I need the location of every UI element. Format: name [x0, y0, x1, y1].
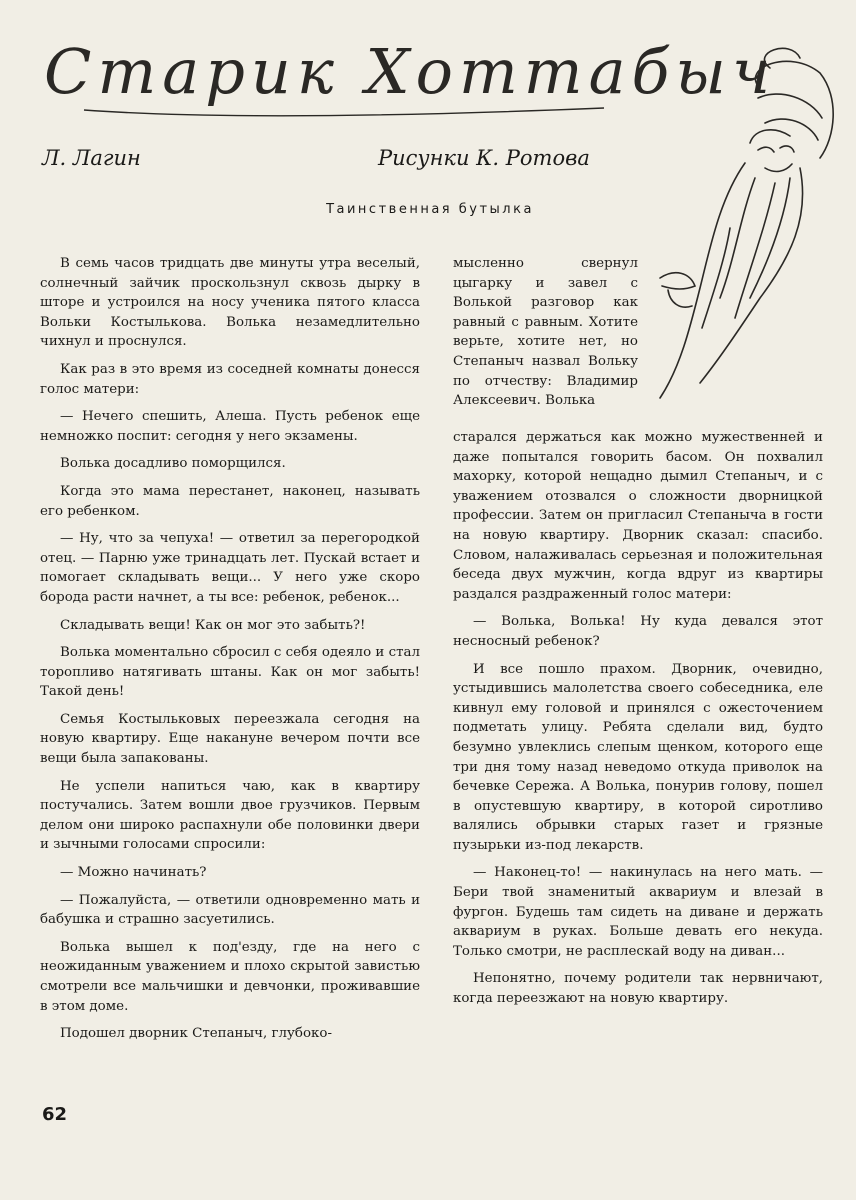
paragraph: — Пожалуйста, — ответили одновременно мать и бабушка и страшно засуетились.	[40, 892, 420, 928]
text-column-right-top	[453, 254, 638, 419]
paragraph: Непонятно, почему родители так нервничают, когда переезжают на новую квартиру.	[453, 971, 823, 1007]
page-number: 62	[42, 1104, 68, 1125]
paragraph: — Нечего спешить, Алеша. Пусть ребенок еще немножко поспит: сегодня у него экзамены.	[40, 409, 420, 444]
paragraph: — Ну, что за чепуха! — ответил за перегородкой отец. — Парню уже тринадцать лет. Пускай встает и помогает складывать вещи... У него уже скоро борода расти начнет, а ты все: ребенок, ребенок...	[40, 531, 420, 605]
bearded-genie-icon	[640, 28, 850, 428]
paragraph: — Наконец-то! — накинулась на него мать. — Бери твой знаменитый аквариум и влезай в фургон. Будешь там сидеть на диване и держать аквариум в руках. Больше девать его некуда. Только смотри, не расплескай воду на диван...	[453, 865, 823, 959]
paragraph: — Можно начинать?	[60, 865, 207, 881]
paragraph: Подошел дворник Степаныч, глубоко-	[60, 1026, 332, 1042]
paragraph: Когда это мама перестанет, наконец, называть его ребенком.	[40, 483, 420, 519]
paragraph: Не успели напиться чаю, как в квартиру постучались. Затем вошли двое грузчиков. Первым делом они широко распахнули обе половинки двери и зычными голосами спросили:	[40, 778, 420, 853]
article-title-text: Старик Хоттабыч	[44, 35, 777, 108]
paragraph: Как раз в это время из соседней комнаты донесся голос матери:	[40, 361, 420, 397]
paragraph: Складывать вещи! Как он мог это забыть?!	[60, 617, 366, 633]
illustration-credit: Рисунки К. Ротова	[378, 146, 590, 170]
paragraph: старался держаться как можно мужественней и даже попытался говорить басом. Он похвалил махорку, которой нещадно дымил Степаныч, и с уважением отозвался о сложности дворницкой профессии. Затем он пригласил Степаныча в гости на новую квартиру. Дворник сказал: спасибо. Словом, налаживалась серьезная и положительная беседа двух мужчин, когда вдруг из квартиры раздался раздраженный голос матери:	[453, 430, 823, 602]
title-underline-flourish	[44, 22, 644, 122]
author-name: Л. Лагин	[42, 146, 141, 170]
paragraph: В семь часов тридцать две минуты утра веселый, солнечный зайчик проскользнул сквозь дырку в шторе и устроился на носу ученика пятого класса Вольки Костылькова. Волька незамедлительно чихнул и проснулся.	[40, 256, 420, 350]
text-column-left	[40, 254, 420, 1052]
paragraph: мысленно свернул цыгарку и завел с Волькой разговор как равный с равным. Хотите верьте, хотите нет, но Степаныч назвал Вольку по отчеству: Владимир Алексеевич. Волька	[453, 256, 638, 409]
paragraph: Волька моментально сбросил с себя одеяло и стал торопливо натягивать штаны. Как он мог забыть! Такой день!	[40, 645, 420, 700]
text-column-right	[453, 428, 823, 1017]
paragraph: Волька вышел к под'езду, где на него с неожиданным уважением и плохо скрытой завистью смотрели все мальчишки и девчонки, проживавшие в этом доме.	[40, 939, 420, 1014]
chapter-title: Таинственная бутылка	[326, 202, 534, 217]
paragraph: Волька досадливо поморщился.	[60, 456, 286, 472]
paragraph: И все пошло прахом. Дворник, очевидно, устыдившись малолетства своего собеседника, еле кивнул ему головой и принялся с ожесточением подметать улицу. Ребята сделали вид, будто безумно увлеклись слепым щенком, которого еще три дня тому назад неведомо откуда приволок на бечевке Сережа. А Волька, понурив голову, пошел в опустевшую квартиру, в которой сиротливо валялись обрывки старых газет и грязные пузырьки из-под лекарств.	[453, 661, 823, 853]
paragraph: — Волька, Волька! Ну куда девался этот несносный ребенок?	[453, 614, 823, 649]
paragraph: Семья Костыльковых переезжала сегодня на новую квартиру. Еще накануне вечером почти все вещи была запакованы.	[40, 711, 420, 767]
article-title	[44, 22, 777, 122]
